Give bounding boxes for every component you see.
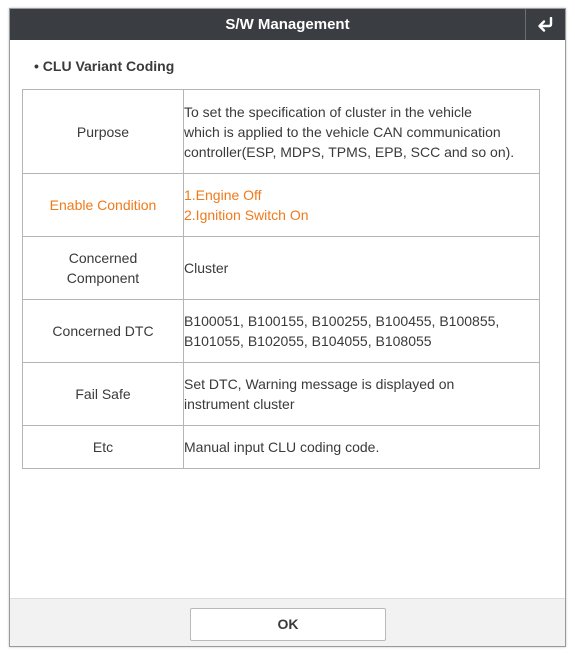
table-row-concerned-dtc: [23, 300, 540, 363]
row-value-line: To set the specification of cluster in the vehicle: [184, 103, 472, 120]
section-title: • CLU Variant Coding: [34, 58, 175, 74]
return-arrow-icon: [537, 17, 555, 33]
table-row-enable-condition: [23, 174, 540, 237]
row-value-line: B101055, B102055, B104055, B108055: [184, 333, 432, 349]
row-label: [23, 237, 184, 300]
row-value-line: Set DTC, Warning message is displayed on: [184, 376, 455, 392]
row-value-line: Cluster: [184, 260, 229, 276]
row-value-line: which is applied to the vehicle CAN communication: [184, 123, 501, 140]
table-row-etc: [23, 426, 540, 469]
row-label: [23, 300, 184, 363]
table-row-fail-safe: [23, 363, 540, 426]
dialog-title: S/W Management: [225, 16, 350, 33]
row-label-line: Concerned: [68, 250, 138, 266]
row-value-line: Manual input CLU coding code.: [184, 439, 380, 455]
row-label: [23, 426, 184, 469]
sw-management-dialog: [9, 8, 566, 647]
row-value-line: 1.Engine Off: [184, 187, 262, 203]
row-label-line: Enable Condition: [49, 197, 157, 213]
row-value: [184, 363, 540, 426]
row-label-line: Purpose: [76, 123, 130, 140]
row-label: [23, 363, 184, 426]
row-value-line: B100051, B100155, B100255, B100455, B100855,: [184, 313, 500, 329]
row-value: [184, 90, 540, 174]
spec-table: [22, 89, 540, 469]
row-label: [23, 90, 184, 174]
row-value: [184, 300, 540, 363]
row-value-line: instrument cluster: [184, 396, 295, 412]
dialog-footer: [10, 598, 565, 646]
row-value-line: controller(ESP, MDPS, TPMS, EPB, SCC and so on).: [184, 143, 515, 160]
row-label: [23, 174, 184, 237]
row-value: [184, 174, 540, 237]
row-label-line: Component: [66, 270, 140, 286]
table-row-concerned-component: [23, 237, 540, 300]
back-button[interactable]: [525, 9, 565, 40]
table-row-purpose: [23, 90, 540, 174]
ok-button[interactable]: OK: [190, 608, 386, 641]
row-label-line: Concerned DTC: [52, 323, 154, 339]
row-label-line: Etc: [92, 439, 114, 455]
row-label-line: Fail Safe: [75, 386, 131, 402]
row-value: [184, 426, 540, 469]
title-bar: [10, 9, 565, 40]
row-value-line: 2.Ignition Switch On: [184, 207, 309, 223]
row-value: [184, 237, 540, 300]
